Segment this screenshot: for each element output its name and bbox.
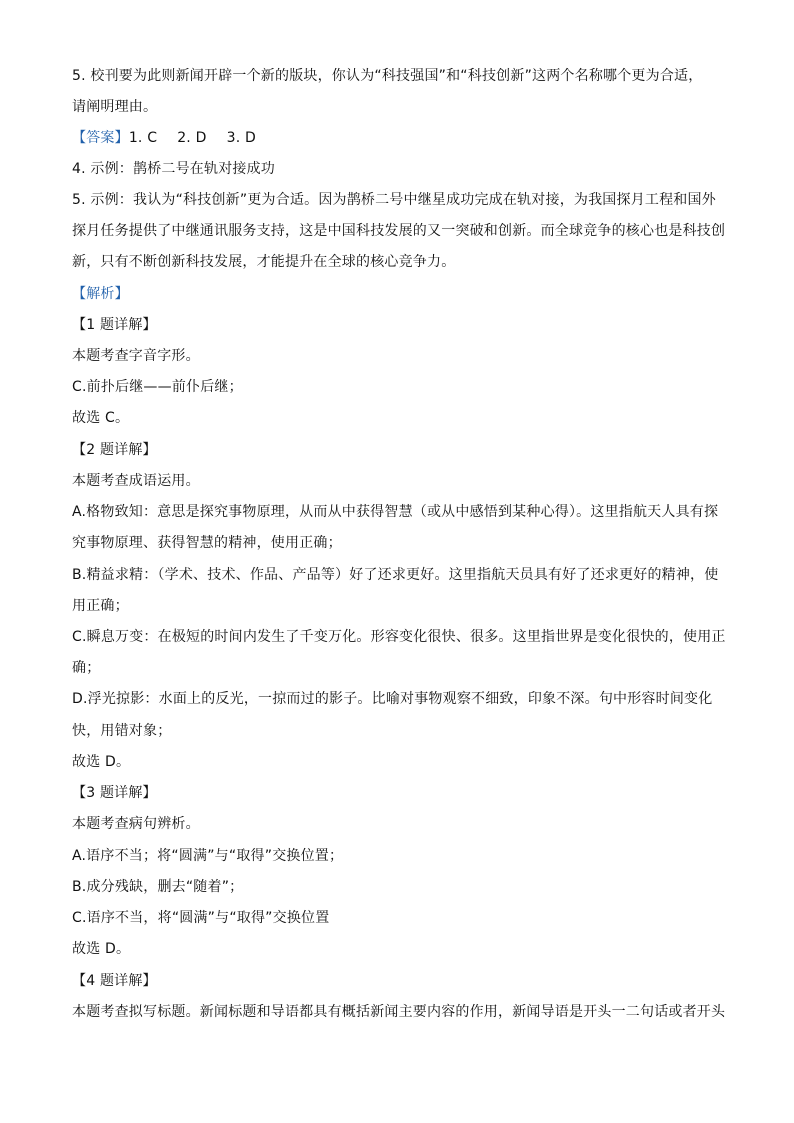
question-5-line-2: 请阐明理由。 — [72, 99, 158, 115]
detail-2-line-3: 究事物原理、获得智慧的精神，使用正确； — [72, 535, 342, 551]
detail-1-line-3: 故选 C。 — [72, 410, 130, 426]
answer-line — [72, 128, 724, 148]
detail-2-heading: 【2 题详解】 — [72, 442, 157, 458]
detail-4-heading: 【4 题详解】 — [72, 973, 157, 989]
detail-1-heading: 【1 题详解】 — [72, 317, 157, 333]
answer-5-line-3: 新，只有不断创新科技发展，才能提升在全球的核心竞争力。 — [72, 254, 456, 270]
detail-3-line-3: B.成分残缺，删去“随着”； — [72, 879, 244, 895]
detail-2-line-8: D.浮光掠影：水面上的反光，一掠而过的影子。比喻对事物观察不细致，印象不深。句中形容时间变化 — [72, 691, 713, 707]
analysis-tag: 【解析】 — [72, 286, 129, 302]
detail-2-line-6: C.瞬息万变：在极短的时间内发生了千变万化。形容变化很快、很多。这里指世界是变化很快的，使用正 — [72, 629, 726, 645]
detail-2-line-7: 确； — [72, 660, 101, 676]
answer-4-line: 4. 示例：鹊桥二号在轨对接成功 — [72, 161, 276, 177]
detail-1-line-1: 本题考查字音字形。 — [72, 348, 200, 364]
detail-2-line-2: A.格物致知：意思是探究事物原理，从而从中获得智慧（或从中感悟到某种心得）。这里指航天人具有探 — [72, 504, 719, 520]
detail-2-line-9: 快，用错对象； — [72, 723, 172, 739]
detail-2-line-4: B.精益求精：（学术、技术、作品、产品等）好了还求更好。这里指航天员具有好了还求更好的精神，使 — [72, 567, 719, 583]
analysis-heading — [72, 284, 724, 304]
answer-tag: 【答案】 — [72, 130, 129, 146]
detail-3-line-5: 故选 D。 — [72, 941, 131, 957]
detail-2-line-10: 故选 D。 — [72, 754, 131, 770]
detail-2-line-5: 用正确； — [72, 598, 129, 614]
answer-2: 2. D — [177, 130, 207, 146]
detail-3-line-4: C.语序不当，将“圆满”与“取得”交换位置 — [72, 910, 330, 926]
detail-3-heading: 【3 题详解】 — [72, 785, 157, 801]
answer-5-line-1: 5. 示例：我认为“科技创新”更为合适。因为鹊桥二号中继星成功完成在轨对接，为我国探月工程和国外 — [72, 192, 716, 208]
detail-2-line-1: 本题考查成语运用。 — [72, 473, 200, 489]
detail-4-line-1: 本题考查拟写标题。新闻标题和导语都具有概括新闻主要内容的作用，新闻导语是开头一二句话或者开头 — [72, 1004, 726, 1020]
answer-1: 1. C — [128, 130, 158, 146]
detail-3-line-1: 本题考查病句辨析。 — [72, 816, 200, 832]
detail-3-line-2: A.语序不当；将“圆满”与“取得”交换位置； — [72, 848, 344, 864]
answer-3: 3. D — [226, 130, 256, 146]
detail-1-line-2: C.前扑后继——前仆后继； — [72, 379, 243, 395]
question-5-line-1: 5. 校刊要为此则新闻开辟一个新的版块，你认为“科技强国”和“科技创新”这两个名称哪个更为合适， — [72, 68, 703, 84]
answer-5-line-2: 探月任务提供了中继通讯服务支持，这是中国科技发展的又一突破和创新。而全球竞争的核心也是科技创 — [72, 223, 726, 239]
